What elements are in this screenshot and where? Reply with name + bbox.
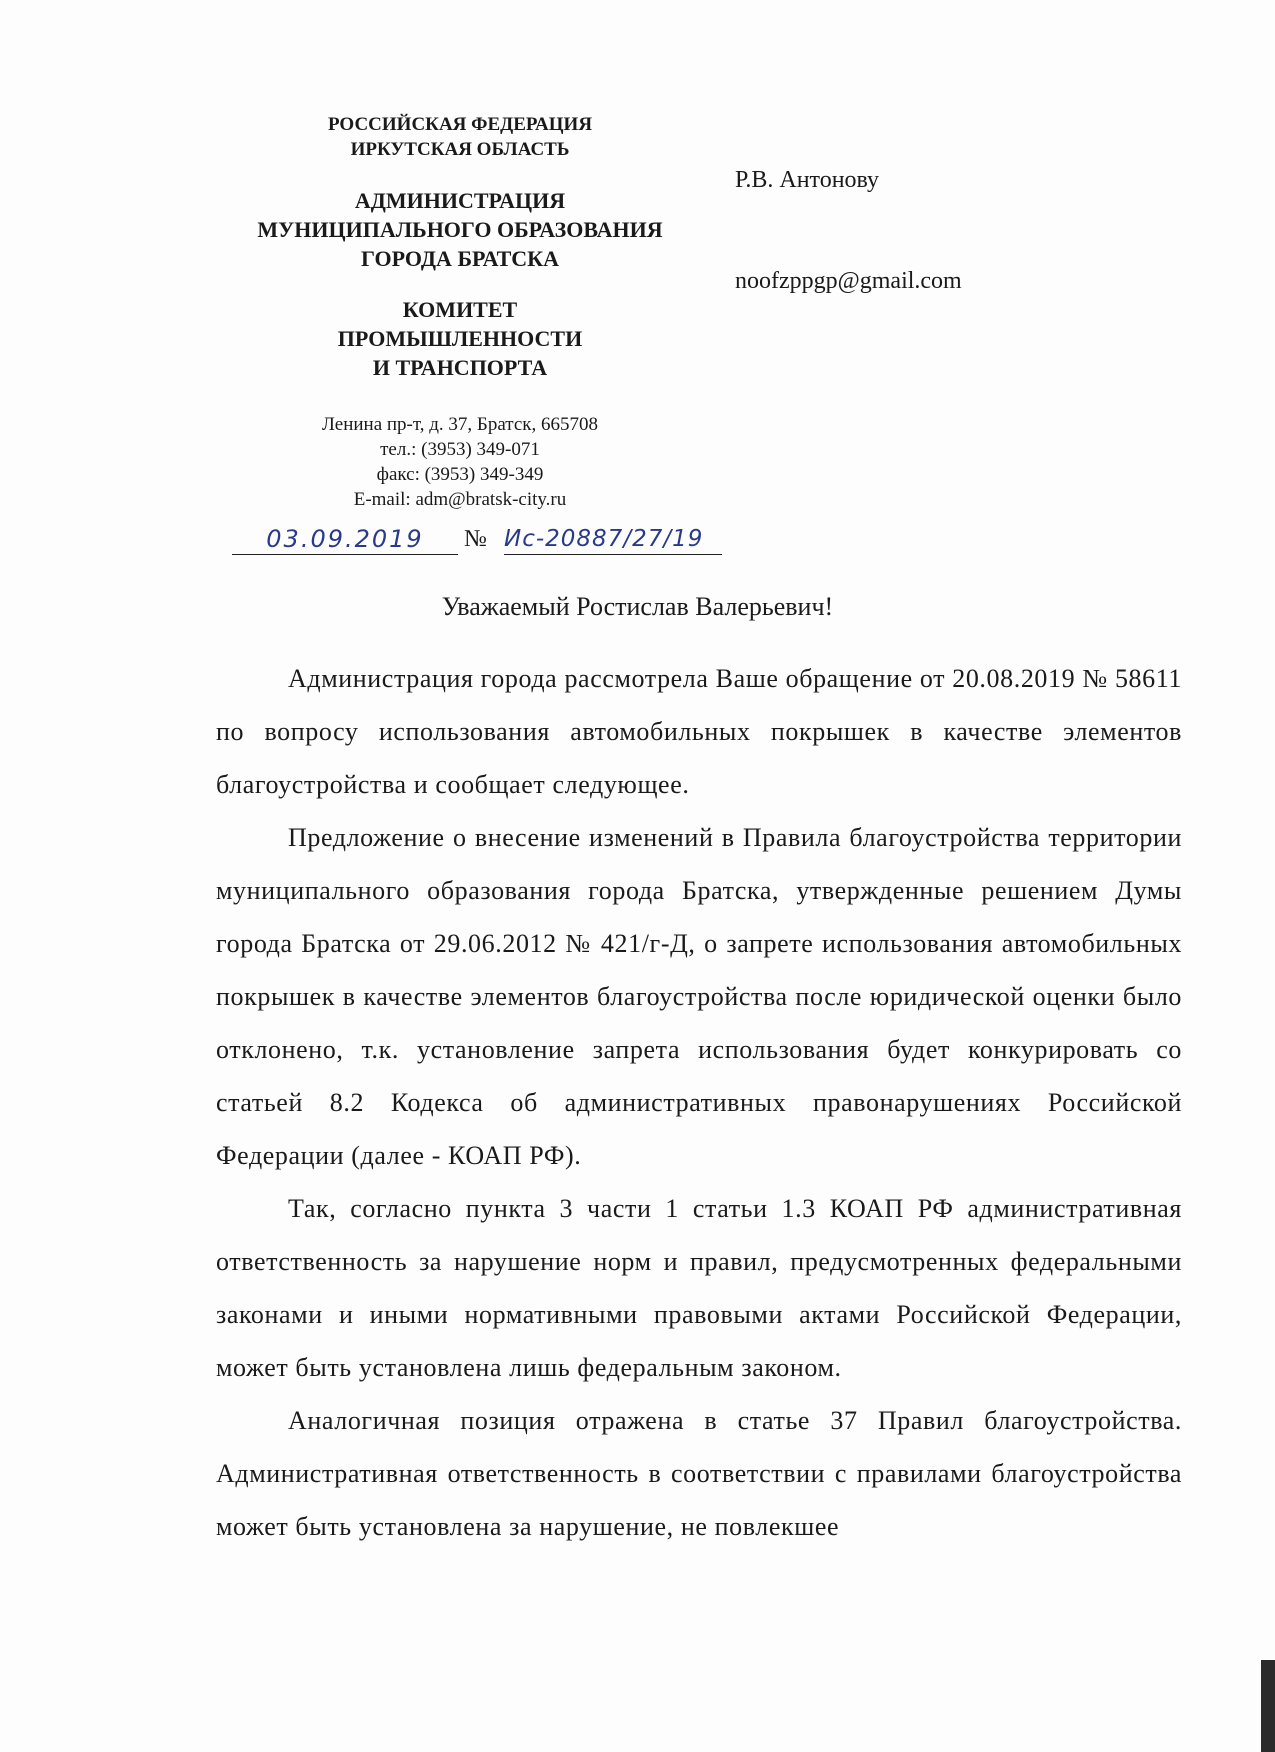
letterhead-admin-line3: ГОРОДА БРАТСКА — [361, 246, 559, 271]
letterhead-country: РОССИЙСКАЯ ФЕДЕРАЦИЯ — [327, 114, 593, 135]
letterhead-phone: тел.: (3953) 349-071 — [380, 439, 540, 460]
letterhead-committee-line2: ПРОМЫШЛЕННОСТИ — [337, 326, 583, 351]
reference-number: Ис-20887/27/19 — [504, 524, 722, 555]
body-paragraph-4: Аналогичная позиция отражена в статье 37 Правил благоустройства. Административная ответственность в соответствии с правилами благоустройства может быть установлена за нарушение, не повлекшее — [216, 1406, 1182, 1541]
recipient-name: Р.В. Антонову — [735, 167, 880, 193]
body-paragraph-1: Администрация города рассмотрела Ваше обращение от 20.08.2019 № 58611 по вопросу использования автомобильных покрышек в качестве элементов благоустройства и сообщает следующее. — [216, 664, 1182, 799]
outgoing-reference — [232, 524, 732, 558]
salutation: Уважаемый Ростислав Валерьевич! — [441, 592, 834, 621]
letterhead-admin-line2: МУНИЦИПАЛЬНОГО ОБРАЗОВАНИЯ — [257, 217, 663, 242]
letterhead-email: E-mail: adm@bratsk-city.ru — [353, 489, 567, 510]
letterhead-region: ИРКУТСКАЯ ОБЛАСТЬ — [350, 139, 570, 160]
letterhead-committee-line3: И ТРАНСПОРТА — [372, 355, 548, 380]
letterhead-fax: факс: (3953) 349-349 — [376, 464, 544, 485]
body-paragraph-2: Предложение о внесение изменений в Правила благоустройства территории муниципального образования города Братска, утвержденные решением Думы города Братска от 29.06.2012 № 421/г-Д, о запрете использования автомобильных покрышек в качестве элементов благоустройства после юридической оценки было отклонено, т.к. установление запрета использования будет конкурировать со статьей 8.2 Кодекса об административных правонарушениях Российской Федерации (далее - КОАП РФ). — [216, 823, 1182, 1170]
letterhead-committee-line1: КОМИТЕТ — [402, 297, 518, 322]
letterhead-address: Ленина пр-т, д. 37, Братск, 665708 — [322, 414, 598, 435]
letterhead — [210, 112, 710, 512]
letterhead-admin-line1: АДМИНИСТРАЦИЯ — [354, 188, 566, 213]
recipient-email: noofzppgp@gmail.com — [735, 268, 962, 294]
letter-body — [216, 652, 1182, 1553]
reference-date: 03.09.2019 — [232, 524, 458, 555]
scan-edge-shadow — [1261, 1660, 1275, 1752]
body-paragraph-3: Так, согласно пункта 3 части 1 статьи 1.3 КОАП РФ административная ответственность за нарушение норм и правил, предусмотренных федеральными законами и иными нормативными правовыми актами Российской Федерации, может быть установлена лишь федеральным законом. — [216, 1194, 1182, 1382]
reference-number-label: № — [464, 526, 487, 552]
